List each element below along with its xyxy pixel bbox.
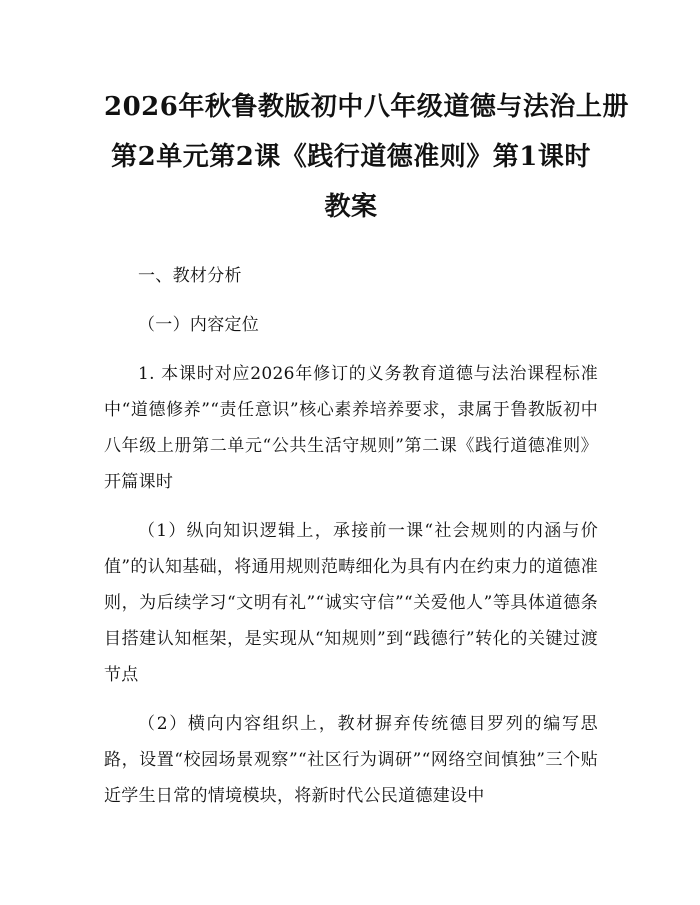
title-line-3: 教案 [324, 192, 378, 222]
title-line-1: 2026年秋鲁教版初中八年级道德与法治上册 [104, 92, 629, 122]
paragraph-2: （1）纵向知识逻辑上，承接前一课“社会规则的内涵与价值”的认知基础，将通用规则范畴细化为具有内在约束力的道德准则，为后续学习“文明有礼”“诚实守信”“关爱他人”等具体道德条目搭建认知框架，是实现从“知规则”到“践德行”转化的关键过渡节点 [104, 521, 598, 685]
paragraph-3: （2）横向内容组织上，教材摒弃传统德目罗列的编写思路，设置“校园场景观察”“社区行为调研”“网络空间慎独”三个贴近学生日常的情境模块，将新时代公民道德建设中 [104, 714, 598, 806]
paragraph-1: 1. 本课时对应2026年修订的义务教育道德与法治课程标准中“道德修养”“责任意识”核心素养培养要求，隶属于鲁教版初中八年级上册第二单元“公共生活守规则”第二课《践行道德准则》开篇课时 [104, 364, 598, 492]
title-line-2: 第2单元第2课《践行道德准则》第1课时 [111, 142, 591, 172]
document-title [104, 0, 629, 232]
section-heading-textbook-analysis: 一、教材分析 [138, 266, 242, 286]
subsection-heading-content-positioning: （一）内容定位 [138, 315, 260, 335]
